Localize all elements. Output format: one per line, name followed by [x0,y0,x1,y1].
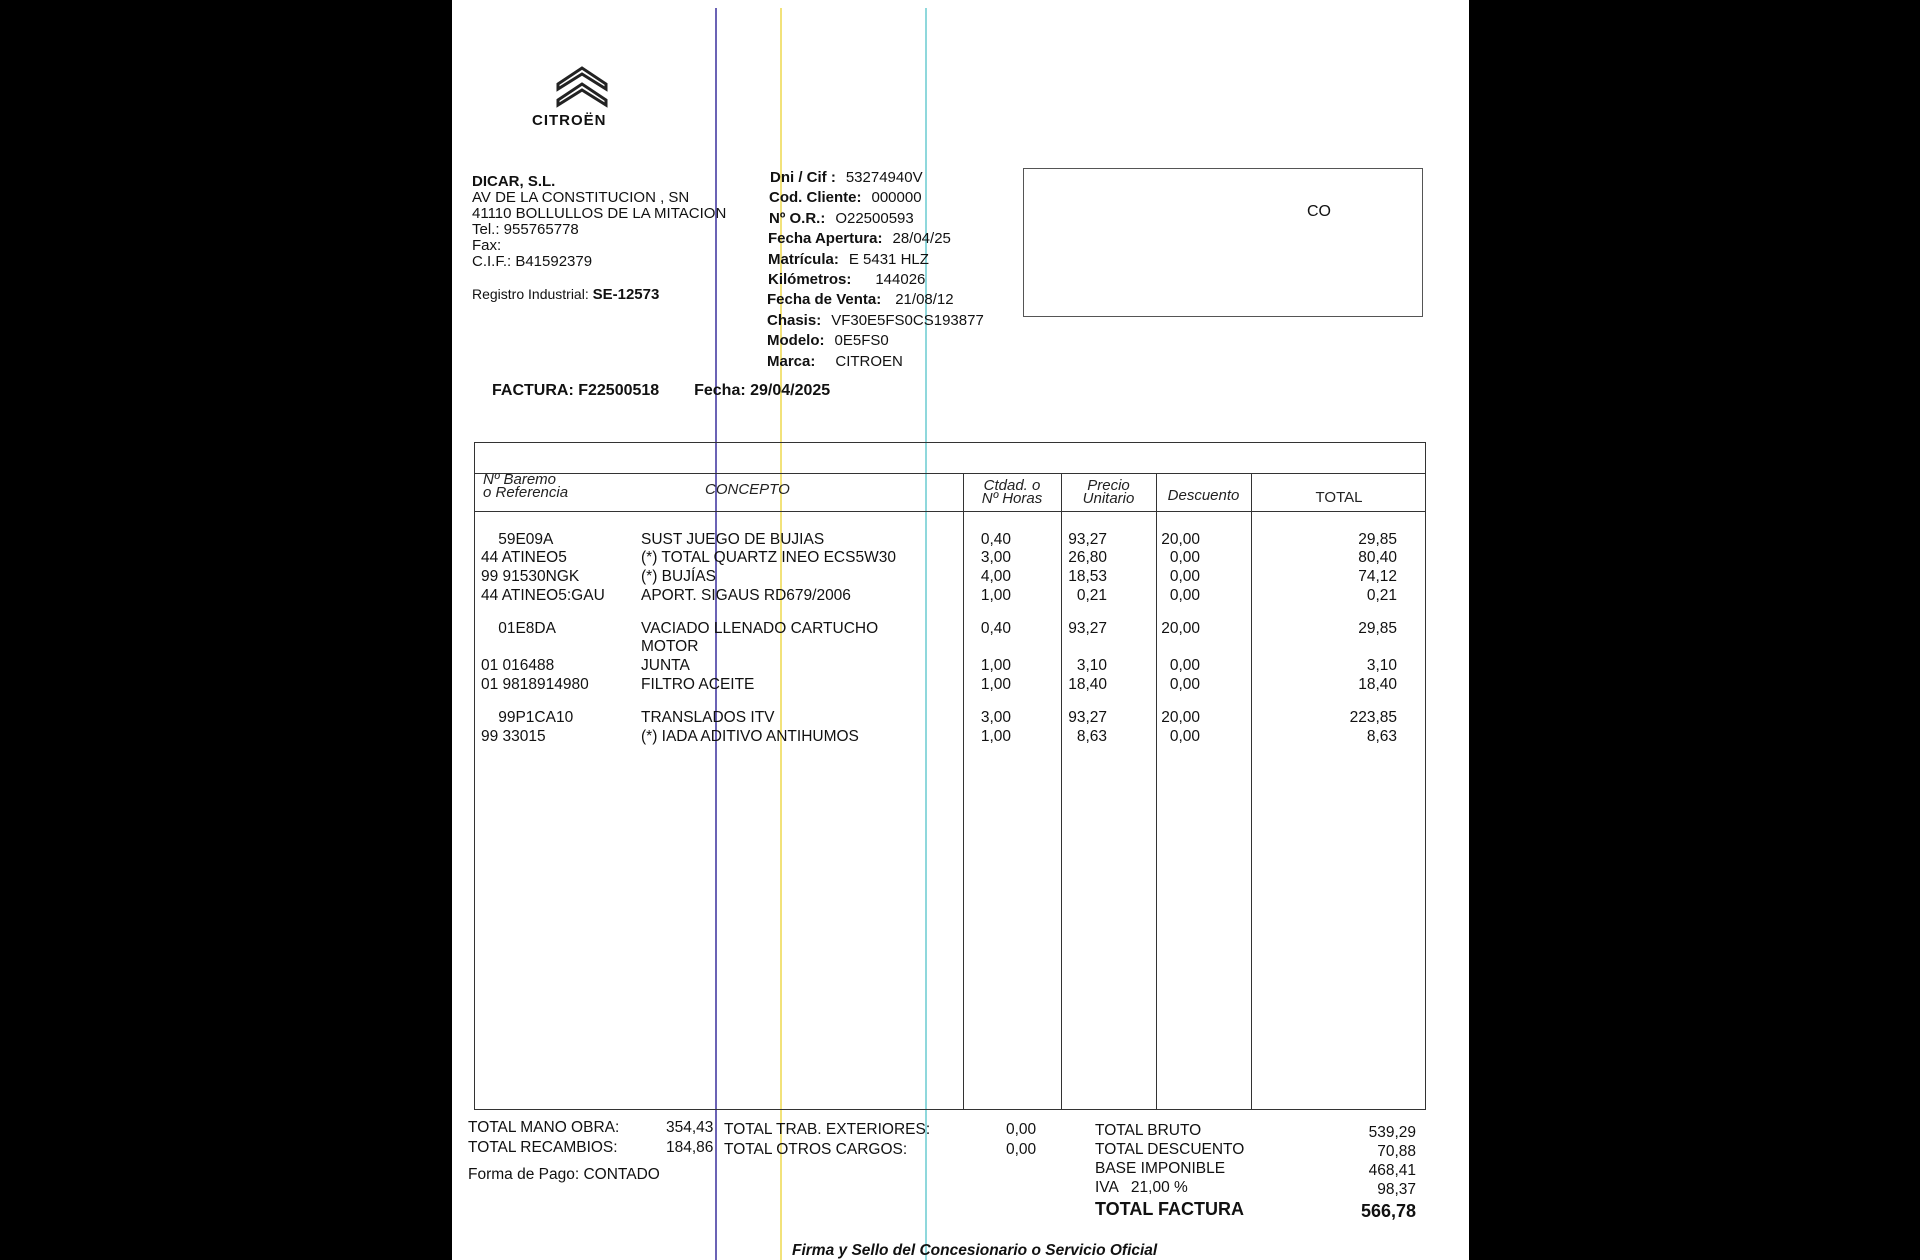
row-total: 18,40 [1358,676,1397,693]
row-concepto: (*) BUJÍAS [641,568,716,585]
invoice-lines-table [474,442,1426,1110]
row-descuento: 20,00 [1161,531,1200,548]
row-ref: 01E8DA [481,620,556,637]
company-address: AV DE LA CONSTITUCION , SN [472,189,690,206]
total-recambios-label: TOTAL RECAMBIOS: [468,1139,618,1156]
factura-number: F22500518 [578,382,660,399]
row-concepto: MOTOR [641,638,699,655]
row-total: 8,63 [1366,728,1397,745]
table-row [475,620,1425,638]
total-mano-obra-label: TOTAL MANO OBRA: [468,1119,620,1136]
row-ref: 01 9818914980 [481,676,589,693]
total-descuento-label: TOTAL DESCUENTO [1095,1141,1245,1158]
row-precio: 3,10 [1076,657,1107,674]
table-row [475,709,1425,727]
forma-de-pago [468,1166,660,1184]
field-matricula: Matrícula: E 5431 HLZ [768,250,929,268]
client-address-text: CO [1307,203,1331,220]
client-address-box [1023,168,1423,317]
row-precio: 0,21 [1076,587,1107,604]
fecha-value: 29/04/2025 [750,382,831,399]
vehicle-client-fields [768,168,984,372]
company-tel: Tel.: 955765778 [472,221,579,238]
fecha-label: Fecha: [694,382,746,399]
total-bruto-label: TOTAL BRUTO [1095,1122,1202,1139]
field-chasis: Chasis: VF30E5FS0CS193877 [767,311,984,329]
field-marca: Marca: CITROEN [767,352,903,370]
table-row [475,568,1425,586]
field-kilometros: Kilómetros: 144026 [768,270,926,288]
row-qty: 1,00 [980,587,1011,604]
row-concepto: JUNTA [641,657,690,674]
row-precio: 93,27 [1068,620,1107,637]
row-concepto: (*) TOTAL QUARTZ INEO ECS5W30 [641,549,896,566]
company-cif: C.I.F.: B41592379 [472,253,593,270]
table-top-rule [475,473,1425,474]
row-concepto: APORT. SIGAUS RD679/2006 [641,587,851,604]
row-qty: 1,00 [980,728,1011,745]
table-row [475,587,1425,605]
row-descuento: 20,00 [1161,709,1200,726]
row-precio: 18,40 [1068,676,1107,693]
header-descuento: Descuento [1167,487,1240,504]
iva-value: 98,37 [1377,1181,1416,1198]
row-concepto: SUST JUEGO DE BUJIAS [641,531,825,548]
forma-pago-value: CONTADO [583,1166,660,1183]
row-total: 29,85 [1358,620,1397,637]
row-descuento: 0,00 [1169,657,1200,674]
iva-label: IVA 21,00 % [1095,1179,1188,1196]
total-recambios-value: 184,86 [666,1139,714,1156]
row-ref: 01 016488 [481,657,555,674]
field-or: Nº O.R.: O22500593 [769,209,914,227]
row-precio: 18,53 [1068,568,1107,585]
row-descuento: 0,00 [1169,549,1200,566]
row-qty: 3,00 [980,709,1011,726]
table-row [475,549,1425,567]
row-precio: 93,27 [1068,531,1107,548]
company-city: 41110 BOLLULLOS DE LA MITACION [472,205,727,222]
chevrons-icon [554,62,610,108]
row-qty: 1,00 [980,657,1011,674]
field-fecha-venta: Fecha de Venta: 21/08/12 [767,291,954,309]
row-descuento: 20,00 [1161,620,1200,637]
row-ref: 44 ATINEO5 [481,549,567,566]
field-cod-cliente: Cod. Cliente: 000000 [769,189,922,207]
row-ref: 59E09A [481,531,554,548]
row-descuento: 0,00 [1169,568,1200,585]
total-descuento-value: 70,88 [1377,1143,1416,1160]
field-dni: Dni / Cif : 53274940V [770,169,923,186]
registro-industrial [472,286,659,303]
row-precio: 93,27 [1068,709,1107,726]
row-descuento: 0,00 [1169,728,1200,745]
row-ref: 44 ATINEO5:GAU [481,587,605,604]
total-trab-ext-label: TOTAL TRAB. EXTERIORES: [724,1121,931,1138]
table-row [475,531,1425,549]
row-qty: 0,40 [980,620,1011,637]
registro-label: Registro Industrial: [472,286,589,302]
row-total: 223,85 [1349,709,1397,726]
invoice-page [452,0,1469,1260]
citroen-logo [532,62,652,129]
table-row [475,657,1425,675]
header-total: TOTAL [1315,489,1363,506]
header-qty: Ctdad. o Nº Horas [981,477,1043,507]
row-precio: 26,80 [1068,549,1107,566]
row-concepto: FILTRO ACEITE [641,676,755,693]
table-row [475,638,1425,656]
total-otros-value: 0,00 [1006,1141,1037,1158]
row-total: 0,21 [1366,587,1397,604]
row-precio: 8,63 [1076,728,1107,745]
row-ref: 99 33015 [481,728,546,745]
row-qty: 0,40 [980,531,1011,548]
row-qty: 1,00 [980,676,1011,693]
base-imponible-label: BASE IMPONIBLE [1095,1160,1226,1177]
invoice-header [492,382,830,400]
row-descuento: 0,00 [1169,676,1200,693]
header-ref: Nº Baremo o Referencia [483,471,569,501]
company-name: DICAR, S.L. [472,173,556,190]
table-row [475,728,1425,746]
total-factura-value: 566,78 [1360,1201,1416,1221]
row-ref: 99 91530NGK [481,568,580,585]
row-concepto: VACIADO LLENADO CARTUCHO [641,620,879,637]
company-info [472,174,726,270]
table-row [475,676,1425,694]
row-total: 3,10 [1366,657,1397,674]
total-mano-obra-value: 354,43 [666,1119,714,1136]
header-concepto: CONCEPTO [705,481,790,498]
total-otros-label: TOTAL OTROS CARGOS: [724,1141,908,1158]
row-total: 74,12 [1358,568,1397,585]
row-concepto: TRANSLADOS ITV [641,709,775,726]
row-qty: 3,00 [980,549,1011,566]
total-trab-ext-value: 0,00 [1006,1121,1037,1138]
header-price: Precio Unitario [1082,477,1135,507]
company-fax: Fax: [472,237,502,254]
row-total: 80,40 [1358,549,1397,566]
total-factura-label: TOTAL FACTURA [1095,1199,1244,1219]
factura-label: FACTURA: [492,382,574,399]
forma-pago-label: Forma de Pago: [468,1166,580,1183]
signature-caption: Firma y Sello del Concesionario o Servicio Oficial [792,1242,1158,1259]
row-qty: 4,00 [980,568,1011,585]
row-concepto: (*) IADA ADITIVO ANTIHUMOS [641,728,859,745]
registro-value: SE-12573 [592,286,660,303]
row-descuento: 0,00 [1169,587,1200,604]
table-header-rule [475,511,1425,512]
row-total: 29,85 [1358,531,1397,548]
row-ref: 99P1CA10 [481,709,574,726]
total-bruto-value: 539,29 [1368,1124,1416,1141]
field-fecha-apertura: Fecha Apertura: 28/04/25 [768,230,951,248]
base-imponible-value: 468,41 [1368,1162,1416,1179]
brand-name: CITROËN [532,112,607,129]
field-modelo: Modelo: 0E5FS0 [767,332,889,350]
